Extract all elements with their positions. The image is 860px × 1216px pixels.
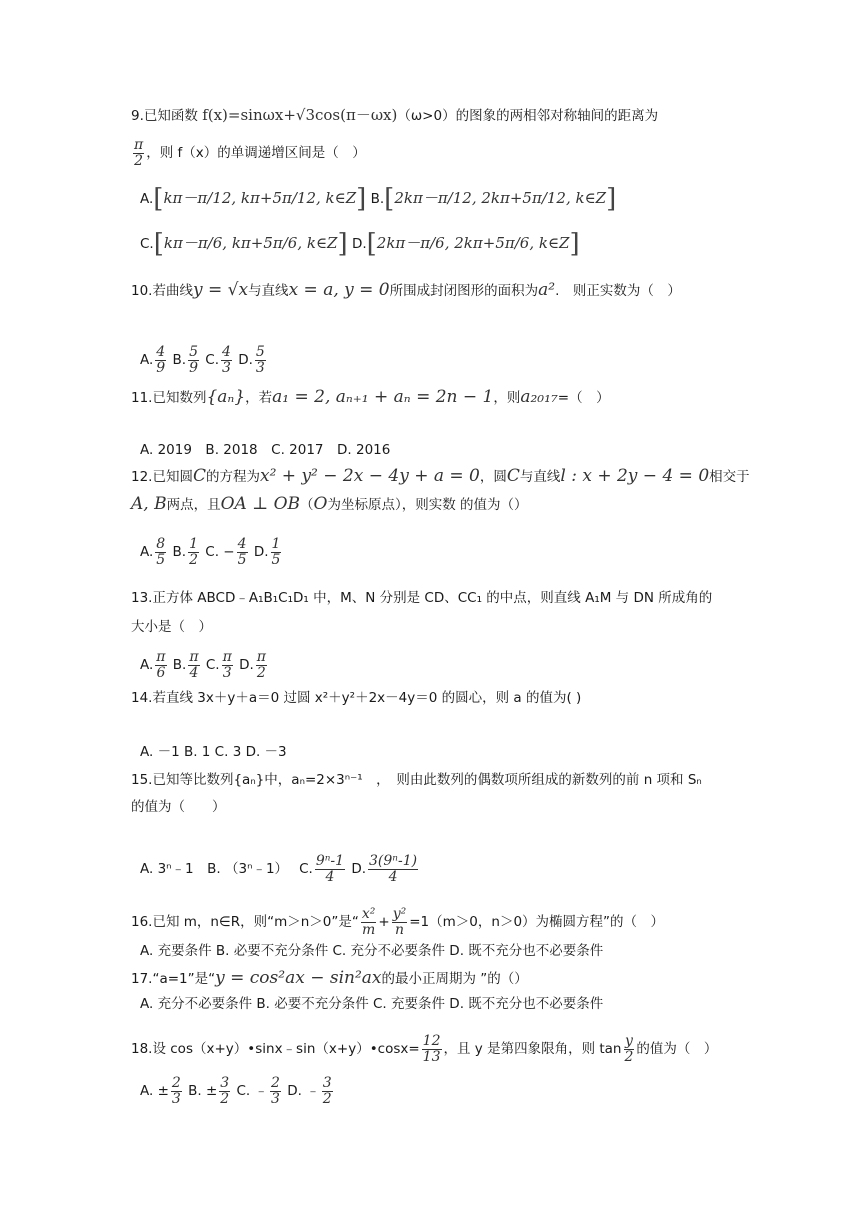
- q13-options: A. $\frac{\pi}{6}$ B. $\frac{\pi}{4}$ C. $\frac{\pi}{3}$ D. $\frac{\pi}{2}$: [140, 649, 266, 681]
- q16-options: A. 充要条件 B. 必要不充分条件 C. 充分不必要条件 D. 既不充分也不必要条件: [140, 943, 604, 959]
- q9-option-c-label: C.: [140, 236, 154, 252]
- q10-options: A. $\frac{4}{9}$ B. $\frac{5}{9}$ C. $\frac{4}{3}$ D. $\frac{5}{3}$: [140, 344, 265, 376]
- q10-line1: 10.若曲线y = √x与直线x = a, y = 0所围成封闭图形的面积为a². 则正实数为（ ）: [131, 280, 681, 300]
- q9-suffix: 的图象的两相邻对称轴间的距离为: [455, 108, 659, 124]
- q10-curve: y = √x: [192, 280, 249, 300]
- q9-options-cd: C.[kπ－π/6, kπ+5π/6, k∈Z] D.[2kπ－π/6, 2kπ+5π/6, k∈Z]: [140, 229, 580, 259]
- q11-line1: 11.已知数列{aₙ}，若a₁ = 2, aₙ₊₁ + aₙ = 2n − 1，则a₂₀₁₇=（ ）: [131, 387, 610, 407]
- q9-function: f(x)=sinωx+√3cos(π－ωx): [202, 106, 398, 124]
- q9-option-d: 2kπ－π/6, 2kπ+5π/6, k∈Z: [376, 234, 570, 252]
- q15-options: A. 3ⁿ﹣1 B. （3ⁿ﹣1） C. $\frac{\text{9ⁿ-1}}{4}$ D. $\frac{\text{3(9ⁿ-1)}}{4}$: [140, 853, 418, 885]
- q10-lines: x = a, y = 0: [288, 280, 390, 300]
- q9-line1: [131, 108, 658, 124]
- q9-option-a: kπ－π/12, kπ+5π/12, k∈Z: [163, 189, 357, 207]
- q9-number: 9.: [131, 108, 144, 124]
- q9-option-d-label: D.: [351, 236, 367, 252]
- q9-option-c: kπ－π/6, kπ+5π/6, k∈Z: [163, 234, 338, 252]
- q9-question: ，则 f（x）的单调递增区间是（ ）: [146, 145, 366, 162]
- q18-line1: 18.设 cos（x+y）•sinx﹣sin（x+y）•cosx= $\frac{12}{13}$ ，且 y 是第四象限角，则 tan $\frac{y}{2}$ 的值为（ ）: [131, 1033, 718, 1065]
- q9-option-b: 2kπ－π/12, 2kπ+5π/12, k∈Z: [394, 189, 607, 207]
- q15-line2: 的值为（ ）: [131, 799, 226, 815]
- q9-fraction: $\frac{\pi}{2}$: [134, 137, 144, 169]
- q9-option-a-label: A.: [140, 191, 154, 207]
- q16-line1: 16.已知 m，n∈R，则“m＞n＞0”是“ $\frac{\text{x²}}{m}$ + $\frac{\text{y²}}{n}$ =1（m＞0，n＞0）为椭圆方程”的（ ）: [131, 906, 665, 938]
- q17-line1: 17.“a=1”是“y = cos²ax − sin²ax的最小正周期为 ”的（）: [131, 968, 528, 988]
- q13-line2: 大小是（ ）: [131, 619, 212, 635]
- q9-options-ab: A.[kπ－π/12, kπ+5π/12, k∈Z] B.[2kπ－π/12, 2kπ+5π/12, k∈Z]: [140, 184, 617, 214]
- q14-options: A. －1 B. 1 C. 3 D. －3: [140, 744, 287, 760]
- q17-options: A. 充分不必要条件 B. 必要不充分条件 C. 充要条件 D. 既不充分也不必要条件: [140, 996, 604, 1012]
- q15-line1: 15.已知等比数列{aₙ}中，aₙ=2×3ⁿ⁻¹ ， 则由此数列的偶数项所组成的新数列的前 n 项和 Sₙ: [131, 772, 702, 788]
- q9-line2: [131, 138, 366, 168]
- q9-option-b-label: B.: [370, 191, 385, 207]
- q14-line1: 14.若直线 3x＋y＋a＝0 过圆 x²＋y²＋2x－4y＝0 的圆心，则 a 的值为( ): [131, 690, 582, 706]
- q12-line1: 12.已知圆C的方程为x² + y² − 2x − 4y + a = 0，圆C与直线l : x + 2y − 4 = 0相交于: [131, 466, 750, 486]
- q11-options: A. 2019 B. 2018 C. 2017 D. 2016: [140, 442, 391, 458]
- q12-line2: A, B两点，且OA ⊥ OB（O为坐标原点），则实数 的值为（）: [131, 494, 528, 514]
- q18-options: A. ± $\frac{2}{3}$ B. ± $\frac{3}{2}$ C. ﹣ $\frac{2}{3}$ D. ﹣ $\frac{3}{2}$: [140, 1075, 332, 1107]
- q10-area: a²: [538, 280, 556, 300]
- q9-omega: （ω>0）: [397, 108, 456, 124]
- q9-prefix: 已知函数: [143, 108, 198, 124]
- q13-line1: 13.正方体 ABCD﹣A₁B₁C₁D₁ 中，M、N 分别是 CD、CC₁ 的中点，则直线 A₁M 与 DN 所成角的: [131, 590, 713, 606]
- q12-options: A. $\frac{8}{5}$ B. $\frac{1}{2}$ C. − $\frac{4}{5}$ D. $\frac{1}{5}$: [140, 536, 281, 568]
